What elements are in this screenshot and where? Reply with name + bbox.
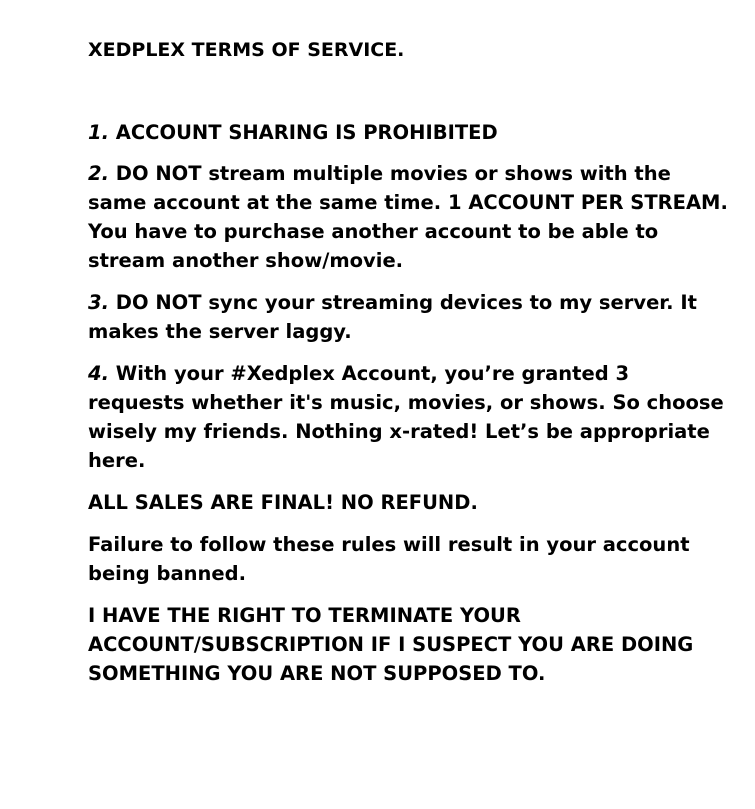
rule-1 — [88, 118, 728, 147]
rule-2 — [88, 159, 728, 275]
rule-1-number: 1. — [88, 121, 109, 144]
rule-3 — [88, 288, 728, 346]
notice-termination-right: I HAVE THE RIGHT TO TERMINATE YOUR ACCOUNT/SUBSCRIPTION IF I SUSPECT YOU ARE DOING SOMETHING YOU ARE NOT SUPPOSED TO. — [88, 604, 694, 685]
title-spacer — [88, 64, 728, 118]
rule-4-text: With your #Xedplex Account, you’re granted 3 requests whether it's music, movies, or shows. So choose wisely my friends. Nothing x-rated! Let’s be appropriate here. — [88, 362, 724, 472]
rule-2-text: DO NOT stream multiple movies or shows with the same account at the same time. 1 ACCOUNT PER STREAM. You have to purchase another account to be able to stream another show/movie. — [88, 162, 728, 272]
rule-3-text: DO NOT sync your streaming devices to my server. It makes the server laggy. — [88, 291, 697, 343]
terms-document — [88, 36, 728, 701]
rule-2-number: 2. — [88, 162, 109, 185]
rule-4-number: 4. — [88, 362, 109, 385]
rule-3-number: 3. — [88, 291, 109, 314]
document-title: XEDPLEX TERMS OF SERVICE. — [88, 39, 405, 61]
notice-ban-warning: Failure to follow these rules will result in your account being banned. — [88, 533, 690, 585]
notice-sales-final: ALL SALES ARE FINAL! NO REFUND. — [88, 491, 478, 514]
rule-4 — [88, 359, 728, 475]
rule-1-text: ACCOUNT SHARING IS PROHIBITED — [115, 121, 498, 144]
